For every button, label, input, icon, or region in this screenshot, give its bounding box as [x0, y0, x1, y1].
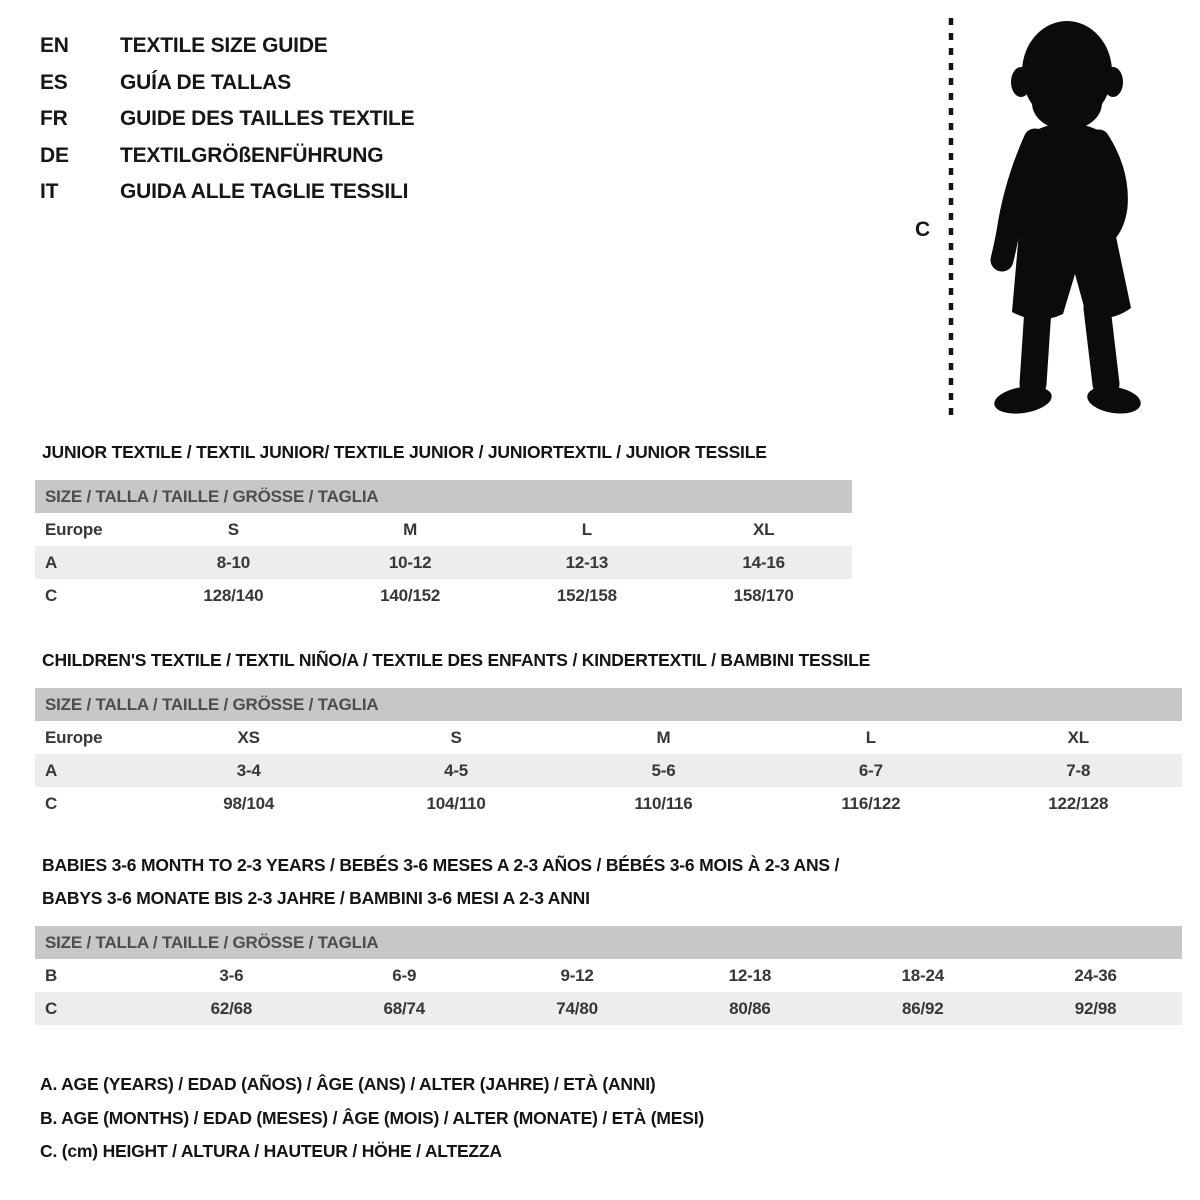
- table-cell: 6-7: [858, 760, 883, 780]
- row-label: B: [45, 965, 58, 985]
- babies-size-table: [35, 926, 1182, 1025]
- table-cell: XL: [752, 519, 775, 539]
- babies-title-line2: BABYS 3-6 MONATE BIS 2-3 JAHRE / BAMBINI 3-6 MESI A 2-3 ANNI: [42, 888, 590, 908]
- language-title-list: [40, 28, 414, 211]
- table-cell: 12-13: [565, 552, 609, 572]
- legend: [40, 1068, 704, 1169]
- table-cell: 14-16: [742, 552, 785, 572]
- size-header-row: SIZE / TALLA / TAILLE / GRÖSSE / TAGLIA: [35, 480, 852, 513]
- table-cell: 4-5: [444, 760, 469, 780]
- babies-section-title: [42, 849, 839, 915]
- table-cell: 3-4: [236, 760, 261, 780]
- junior-size-table: [35, 480, 852, 612]
- toddler-silhouette-icon: [939, 10, 1165, 425]
- row-label: C: [45, 998, 58, 1018]
- junior-section-title: [42, 436, 767, 469]
- table-cell: L: [581, 519, 592, 539]
- table-cell: 24-36: [1074, 965, 1117, 985]
- table-cell: 74/80: [556, 998, 598, 1018]
- row-label: C: [45, 793, 58, 813]
- language-title: GUIDE DES TAILLES TEXTILE: [120, 107, 415, 130]
- legend-line-b: B. AGE (MONTHS) / EDAD (MESES) / ÂGE (MOIS) / ALTER (MONATE) / ETÀ (MESI): [40, 1107, 704, 1128]
- table-cell: 18-24: [901, 965, 944, 985]
- table-cell: 80/86: [729, 998, 771, 1018]
- junior-title-text: JUNIOR TEXTILE / TEXTIL JUNIOR/ TEXTILE JUNIOR / JUNIORTEXTIL / JUNIOR TESSILE: [42, 442, 767, 462]
- table-cell: S: [450, 727, 462, 747]
- table-cell: 128/140: [203, 585, 264, 605]
- table-cell: 98/104: [223, 793, 275, 813]
- language-row: [40, 174, 414, 211]
- row-label: Europe: [45, 727, 103, 747]
- row-label: Europe: [45, 519, 103, 539]
- table-cell: XS: [237, 727, 260, 747]
- table-cell: 7-8: [1066, 760, 1091, 780]
- row-label: C: [45, 585, 58, 605]
- height-measure-label: C: [915, 218, 930, 241]
- language-title: TEXTILGRÖßENFÜHRUNG: [120, 143, 384, 167]
- table-cell: 140/152: [380, 585, 441, 605]
- row-label: A: [45, 552, 58, 572]
- table-row: [35, 579, 852, 612]
- table-row: [35, 754, 1182, 787]
- legend-line-c: C. (cm) HEIGHT / ALTURA / HAUTEUR / HÖHE / ALTEZZA: [40, 1141, 502, 1161]
- size-header-row: SIZE / TALLA / TAILLE / GRÖSSE / TAGLIA: [35, 926, 1182, 959]
- language-code: FR: [40, 107, 68, 130]
- language-code: ES: [40, 70, 68, 94]
- table-cell: 122/128: [1048, 793, 1109, 813]
- table-cell: 116/122: [841, 793, 901, 813]
- table-cell: 12-18: [728, 965, 772, 985]
- table-cell: 5-6: [651, 760, 676, 780]
- table-cell: 8-10: [216, 552, 250, 572]
- table-cell: 152/158: [556, 585, 617, 605]
- language-code: EN: [40, 34, 69, 57]
- language-row: [40, 65, 414, 102]
- figure-area: [905, 10, 1165, 425]
- table-cell: 92/98: [1074, 998, 1117, 1018]
- language-title: GUÍA DE TALLAS: [120, 70, 292, 94]
- table-cell: M: [403, 519, 418, 539]
- table-cell: 9-12: [560, 965, 594, 985]
- table-cell: 158/170: [733, 585, 794, 605]
- table-cell: L: [865, 727, 876, 747]
- language-code: DE: [40, 143, 69, 167]
- legend-line-a: A. AGE (YEARS) / EDAD (AÑOS) / ÂGE (ANS) / ALTER (JAHRE) / ETÀ (ANNI): [40, 1074, 656, 1094]
- children-section-title: [42, 644, 870, 677]
- table-row: [35, 787, 1182, 820]
- table-cell: 3-6: [219, 965, 244, 985]
- table-cell: XL: [1067, 727, 1089, 747]
- children-title-text: CHILDREN'S TEXTILE / TEXTIL NIÑO/A / TEXTILE DES ENFANTS / KINDERTEXTIL / BAMBINI TESSILE: [42, 650, 871, 670]
- language-row: [40, 28, 414, 65]
- table-row: [35, 721, 1182, 754]
- table-row: [35, 959, 1182, 992]
- table-row: [35, 546, 852, 579]
- table-cell: 10-12: [388, 552, 432, 572]
- language-row: [40, 101, 414, 138]
- table-row: [35, 992, 1182, 1025]
- table-cell: 104/110: [426, 793, 486, 813]
- table-cell: S: [227, 519, 239, 539]
- table-cell: 110/116: [634, 793, 693, 813]
- children-size-table: [35, 688, 1182, 820]
- table-cell: 86/92: [901, 998, 944, 1018]
- table-cell: 6-9: [392, 965, 417, 985]
- table-cell: 68/74: [383, 998, 426, 1018]
- language-row: [40, 138, 414, 175]
- language-title: TEXTILE SIZE GUIDE: [120, 34, 328, 57]
- language-title: GUIDA ALLE TAGLIE TESSILI: [120, 180, 409, 203]
- language-code: IT: [40, 180, 59, 203]
- table-cell: M: [656, 727, 671, 747]
- table-cell: 62/68: [210, 998, 253, 1018]
- size-header-row: SIZE / TALLA / TAILLE / GRÖSSE / TAGLIA: [35, 688, 1182, 721]
- row-label: A: [45, 760, 58, 780]
- babies-title-line1: BABIES 3-6 MONTH TO 2-3 YEARS / BEBÉS 3-6 MESES A 2-3 AÑOS / BÉBÉS 3-6 MOIS À 2-3 ANS /: [42, 855, 840, 875]
- table-row: [35, 513, 852, 546]
